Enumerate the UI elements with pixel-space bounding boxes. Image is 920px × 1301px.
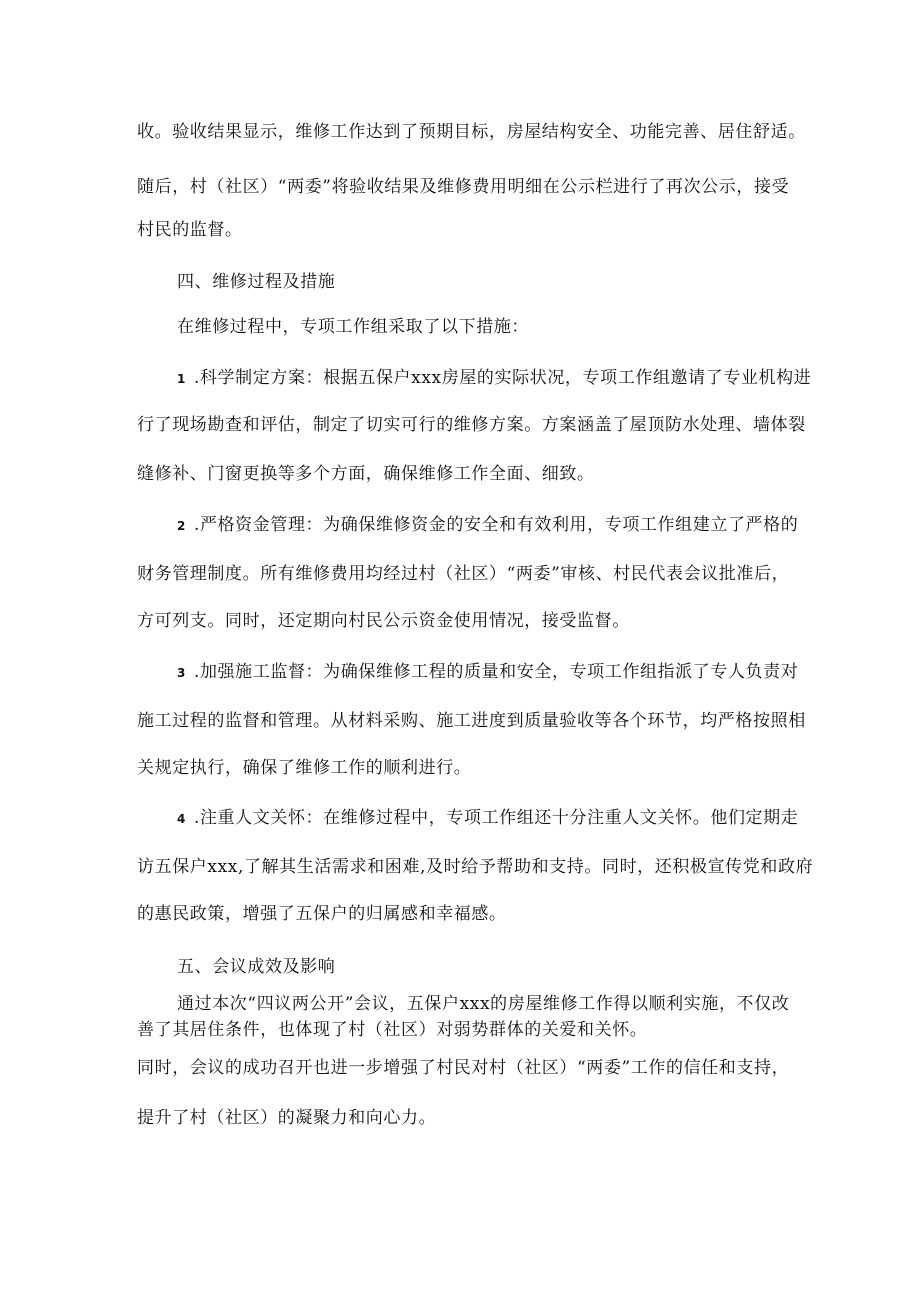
list-item-1 — [177, 366, 811, 391]
text-line: 村民的监督。 — [137, 220, 243, 240]
section-heading: 四、维修过程及措施 — [177, 272, 336, 292]
list-item-3 — [177, 660, 798, 685]
text-line: 提升了村（社区）的凝聚力和向心力。 — [137, 1108, 437, 1128]
text-line: 施工过程的监督和管理。从材料采购、施工进度到质量验收等各个环节，均严格按照相 — [137, 711, 806, 731]
text-line: 同时，会议的成功召开也进一步增强了村民对村（社区）“两委”工作的信任和支持， — [137, 1058, 790, 1078]
section-heading: 五、会议成效及影响 — [177, 957, 336, 977]
text-line: 通过本次“四议两公开”会议，五保户xxx的房屋维修工作得以顺利实施，不仅改 — [177, 994, 790, 1014]
text-line: 方可列支。同时，还定期向村民公示资金使用情况，接受监督。 — [137, 611, 630, 631]
text-line: .科学制定方案：根据五保户xxx房屋的实际状况，专项工作组邀请了专业机构进 — [193, 368, 812, 388]
text-line: 缝修补、门窗更换等多个方面，确保维修工作全面、细致。 — [137, 464, 595, 484]
text-line: 访五保户xxx,了解其生活需求和困难,及时给予帮助和支持。同时，还积极宣传党和政府 — [137, 857, 814, 877]
list-number: 1 — [177, 372, 186, 386]
text-line: 收。验收结果显示，维修工作达到了预期目标，房屋结构安全、功能完善、居住舒适。 — [137, 122, 806, 142]
text-line: 行了现场勘查和评估，制定了切实可行的维修方案。方案涵盖了屋顶防水处理、墙体裂 — [137, 415, 806, 435]
list-item-2 — [177, 513, 798, 538]
list-number: 3 — [177, 666, 186, 680]
list-item-4 — [177, 806, 798, 831]
text-line: .严格资金管理：为确保维修资金的安全和有效利用，专项工作组建立了严格的 — [193, 515, 799, 535]
text-line: .加强施工监督：为确保维修工程的质量和安全，专项工作组指派了专人负责对 — [193, 662, 799, 682]
text-line: 随后，村（社区）“两委”将验收结果及维修费用明细在公示栏进行了再次公示，接受 — [137, 177, 790, 197]
text-line: 善了其居住条件，也体现了村（社区）对弱势群体的关爱和关怀。 — [137, 1020, 648, 1040]
list-number: 4 — [177, 812, 186, 826]
text-line: .注重人文关怀：在维修过程中，专项工作组还十分注重人文关怀。他们定期走 — [193, 808, 799, 828]
list-number: 2 — [177, 519, 186, 533]
text-line: 的惠民政策，增强了五保户的归属感和幸福感。 — [137, 904, 507, 924]
text-line: 在维修过程中，专项工作组采取了以下措施： — [177, 317, 529, 337]
text-line: 财务管理制度。所有维修费用均经过村（社区）“两委”审核、村民代表会议批准后， — [137, 564, 790, 584]
text-line: 关规定执行，确保了维修工作的顺利进行。 — [137, 758, 472, 778]
